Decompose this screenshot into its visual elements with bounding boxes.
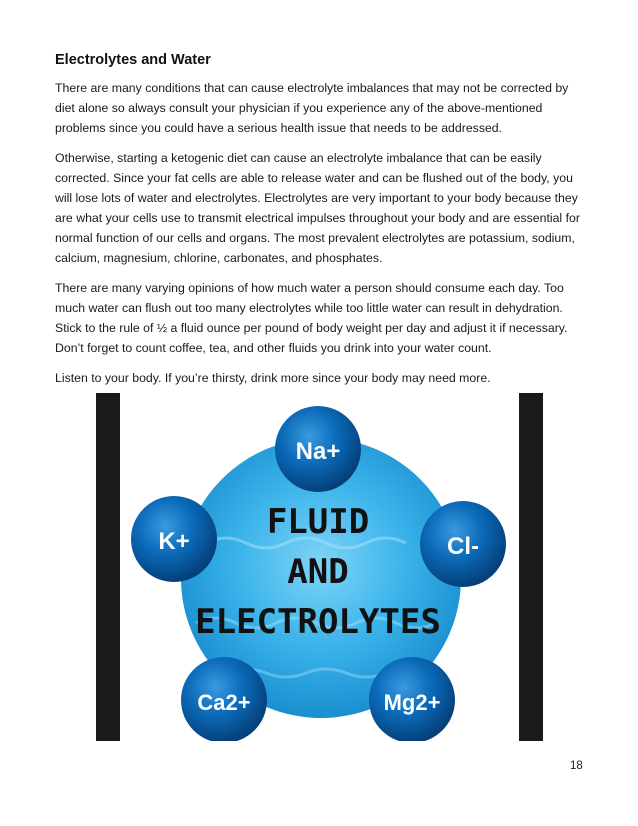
magnesium-ion-label: Mg2+ [383,690,441,715]
calcium-ion-label: Ca2+ [197,690,251,715]
figure-title-line-1: FLUID [266,502,370,542]
page-number: 18 [570,760,583,772]
sodium-ion-label: Na+ [295,438,341,465]
potassium-ion-label: K+ [158,528,190,555]
paragraph-3: There are many varying opinions of how much water a person should consume each day. Too much water can flush out too many electrolytes while too little water can result in dehydration. Stick to the rule of ½ a fluid ounce per pound of body weight per day and adjust it if necessary. Don’t forget to count coffee, tea, and other fluids you drink into your water count. [55,281,568,355]
figure-title-line-3: ELECTROLYTES [195,602,441,642]
paragraph-1: There are many conditions that can cause electrolyte imbalances that may not be corrected by diet alone so always consult your physician if you experience any of the above-mentioned problems since you could have a serious health issue that needs to be addressed. [55,81,569,135]
section-heading: Electrolytes and Water [55,52,211,68]
paragraph-2: Otherwise, starting a ketogenic diet can cause an electrolyte imbalance that can be easily corrected. Since your fat cells are able to release water and can be flushed out of the body, you will lose lots of water and electrolytes. Electrolytes are very important to your body because they are what your cells use to transmit electrical impulses throughout your body and are essential for normal function of our cells and organs. The most prevalent electrolytes are potassium, sodium, calcium, magnesium, chlorine, carbonates, and phosphates. [55,151,580,265]
figure-title-line-2: AND [287,552,349,592]
fluid-electrolytes-figure [96,393,543,741]
document-page [55,52,590,398]
paragraph-4: Listen to your body. If you’re thirsty, drink more since your body may need more. [55,371,491,385]
chloride-ion-label: Cl- [447,533,479,560]
electrolytes-illustration [96,393,543,741]
